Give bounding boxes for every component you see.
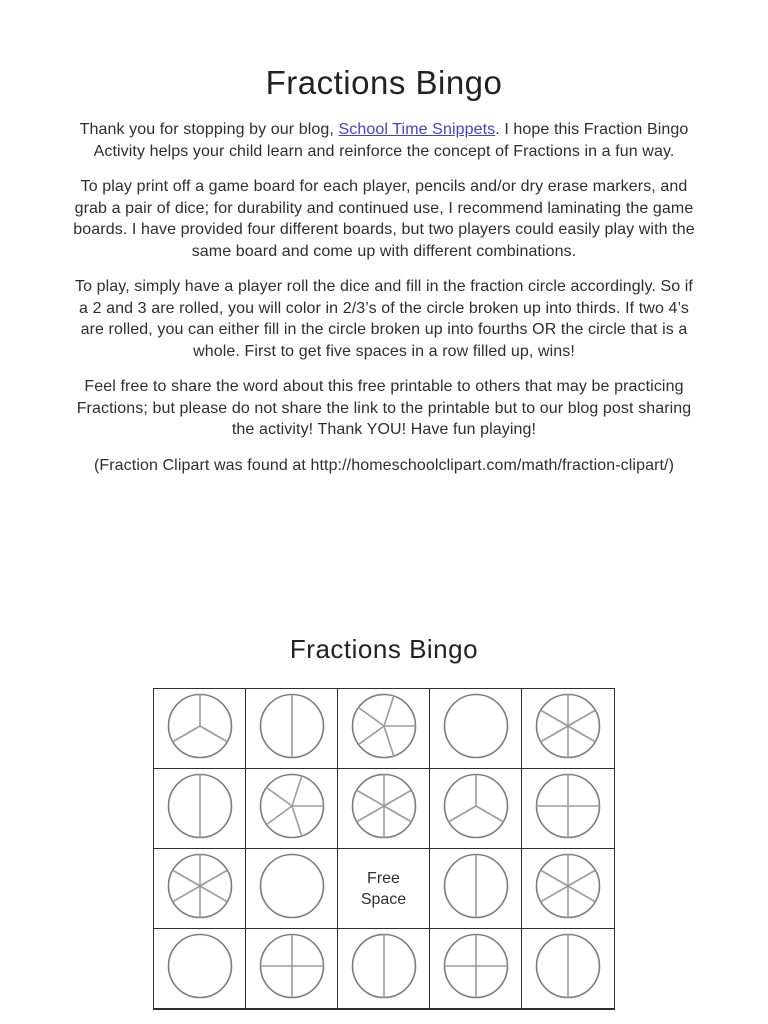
fraction-circle-halves-icon [259,693,325,759]
bingo-cell-sixths [522,849,614,929]
fraction-circle-whole-icon [259,853,325,919]
fraction-circle-halves-icon [535,933,601,999]
school-time-snippets-link[interactable]: School Time Snippets [338,121,496,138]
bingo-cell-fifths [246,769,338,849]
bingo-cell-thirds [154,689,246,769]
intro-text-pre: Thank you for stopping by our blog, [79,121,339,138]
bingo-cell-sixths [522,689,614,769]
page-title: Fractions Bingo [265,64,503,101]
fraction-circle-sixths-icon [167,853,233,919]
board-title: Fractions Bingo [289,634,479,664]
fraction-circle-sixths-icon [351,773,417,839]
fraction-circle-halves-icon [351,933,417,999]
bingo-cell-fifths [338,689,430,769]
fraction-circle-halves-icon [167,773,233,839]
fraction-circle-halves-icon [443,853,509,919]
fraction-circle-thirds-icon [167,693,233,759]
bingo-cell-halves [338,929,430,1009]
fraction-circle-thirds-icon [443,773,509,839]
free-space-label: Free Space [360,869,407,908]
intro-paragraph [70,119,698,162]
bingo-cell-fourths [246,929,338,1009]
clipart-credit-paragraph: (Fraction Clipart was found at http://homeschoolclipart.com/math/fraction-clipart/) [93,456,675,474]
how-to-prepare-paragraph: To play print off a game board for each player, pencils and/or dry erase markers, and grab a pair of dice; for durability and continued use, I recommend laminating the game boards. I have provided four different boards, but two players could easily play with the same board and come up with different combinations. [73,178,695,260]
fraction-circle-sixths-icon [535,693,601,759]
fraction-circle-fifths-icon [259,773,325,839]
bingo-cell-thirds [430,769,522,849]
fraction-circle-sixths-icon [535,853,601,919]
free-space-cell [338,849,430,929]
bingo-cell-whole [246,849,338,929]
bingo-cell-fourths [430,929,522,1009]
fraction-circle-fourths-icon [535,773,601,839]
bingo-cell-sixths [154,849,246,929]
fraction-circle-whole-icon [167,933,233,999]
fraction-circle-fourths-icon [259,933,325,999]
how-to-play-paragraph: To play, simply have a player roll the dice and fill in the fraction circle accordingly. So if a 2 and 3 are rolled, you will color in 2/3’s of the circle broken up into thirds. If two 4’s are rolled, you can either fill in the circle broken up into fourths OR the circle that is a whole. First to get five spaces in a row filled up, wins! [75,278,693,360]
bingo-cell-halves [154,769,246,849]
fraction-circle-whole-icon [443,693,509,759]
bingo-cell-whole [154,929,246,1009]
fraction-circle-fourths-icon [443,933,509,999]
bingo-cell-sixths [338,769,430,849]
intro-text-post: . I hope this Fraction Bingo Activity helps your child learn and reinforce the concept of Fractions in a fun way. [93,121,689,160]
bingo-cell-fourths [522,769,614,849]
bingo-cell-halves [430,849,522,929]
sharing-note-paragraph: Feel free to share the word about this free printable to others that may be practicing Fractions; but please do not share the link to the printable but to our blog post sharing the activity! Thank YOU! Have fun playing! [76,378,692,438]
fraction-circle-fifths-icon [351,693,417,759]
bingo-cell-whole [430,689,522,769]
bingo-board [153,688,615,1010]
bingo-cell-halves [246,689,338,769]
bingo-cell-halves [522,929,614,1009]
